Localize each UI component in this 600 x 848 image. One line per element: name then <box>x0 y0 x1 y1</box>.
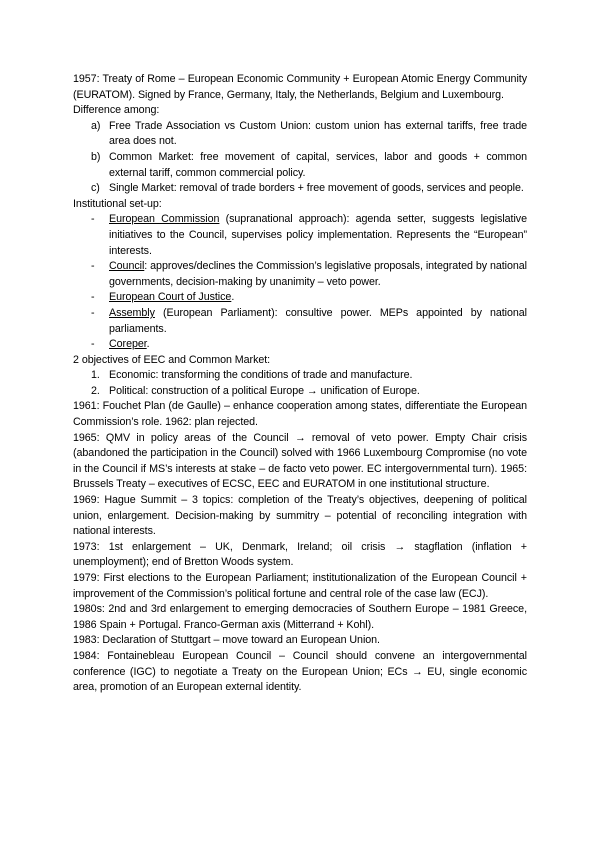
list-item <box>73 119 527 150</box>
list-marker: c) <box>91 182 100 195</box>
list-item <box>73 150 527 181</box>
list-item-text: Economic: transforming the conditions of trade and manufacture. <box>109 369 413 382</box>
list-item-text: Single Market: removal of trade borders + free movement of goods, services and people. <box>109 182 524 195</box>
list-item <box>73 368 527 384</box>
list-marker: - <box>91 306 95 319</box>
list-item <box>73 181 527 197</box>
difference-heading: Difference among: <box>73 104 160 117</box>
term-coreper: Coreper <box>109 338 147 351</box>
list-marker: - <box>91 260 95 273</box>
list-item-text: (European Parliament): consultive power. MEPs appointed by national parliaments. <box>109 306 527 335</box>
list-item-text: Common Market: free movement of capital, services, labor and goods + common external tariff, common commercial policy. <box>109 150 527 179</box>
list-item-text: (supranational approach): agenda setter, suggests legislative initiatives to the Council, supervises policy implementation. Represents the “European” interests. <box>109 213 527 257</box>
term-assembly: Assembly <box>109 306 155 319</box>
paragraph-1983: 1983: Declaration of Stuttgart – move toward an European Union. <box>73 634 380 647</box>
term-court-of-justice: European Court of Justice <box>109 291 232 304</box>
list-item-text: Free Trade Association vs Custom Union: custom union has external tariffs, free trade area does not. <box>109 119 527 148</box>
paragraph-1980s: 1980s: 2nd and 3rd enlargement to emerging democracies of Southern Europe – 1981 Greece, 1986 Spain + Portugal. Franco-German axis (Mitterrand + Kohl). <box>73 603 527 631</box>
paragraph-1969: 1969: Hague Summit – 3 topics: completion of the Treaty’s objectives, deepening of political union, enlargement. Decision-making by summitry – potential of reconciling integration with national interests. <box>73 494 527 538</box>
list-item <box>73 212 527 259</box>
paragraph-1979: 1979: First elections to the European Parliament; institutionalization of the European Council + improvement of the Commission’s political fortune and central role of the case law (ECJ). <box>73 572 527 600</box>
list-marker: a) <box>91 119 101 132</box>
institutional-list <box>73 212 527 352</box>
list-marker: - <box>91 338 95 351</box>
list-item <box>73 306 527 337</box>
list-item-text: Political: construction of a political Europe → unification of Europe. <box>109 384 420 397</box>
paragraph-1984: 1984: Fontainebleau European Council – Council should convene an intergovernmental conference (IGC) to negotiate a Treaty on the European Union; ECs → EU, single economic area, promotion of an European external identity. <box>73 649 527 694</box>
list-marker: 2. <box>91 384 100 397</box>
list-item <box>73 290 527 306</box>
paragraph-1961: 1961: Fouchet Plan (de Gaulle) – enhance cooperation among states, differentiate the European Commission’s role. 1962: plan rejected. <box>73 400 527 429</box>
term-council: Council <box>109 260 145 273</box>
list-marker: b) <box>91 150 101 163</box>
list-item <box>73 384 527 400</box>
list-marker: 1. <box>91 369 100 382</box>
list-item <box>73 337 527 353</box>
objectives-heading: 2 objectives of EEC and Common Market: <box>73 353 271 366</box>
list-marker: - <box>91 213 95 226</box>
institutional-heading: Institutional set-up: <box>73 197 162 210</box>
list-item-text: . <box>146 338 150 351</box>
objectives-list <box>73 368 527 399</box>
list-item-text: . <box>231 291 235 304</box>
paragraph-1957: 1957: Treaty of Rome – European Economic Community + European Atomic Energy Community (EURATOM). Signed by France, Germany, Italy, the Netherlands, Belgium and Luxembourg. <box>73 73 527 101</box>
list-item <box>73 259 527 290</box>
term-european-commission: European Commission <box>109 213 220 226</box>
list-marker: - <box>91 291 95 304</box>
paragraph-1965: 1965: QMV in policy areas of the Council → removal of veto power. Empty Chair crisis (abandoned the participation in the Council) solved with 1966 Luxembourg Compromise (no vote in the Council if MS’s interests at stake – de facto veto power. EC intergovernmental turn). 1965: Brussels Treaty – executives of ECSC, EEC and EURATOM in one institutional structure. <box>73 431 527 491</box>
difference-list <box>73 119 527 197</box>
list-item-text: : approves/declines the Commission’s legislative proposals, integrated by national governments, decision-making by unanimity – veto power. <box>109 260 527 288</box>
paragraph-1973: 1973: 1st enlargement – UK, Denmark, Ireland; oil crisis → stagflation (inflation + unemployment); end of Bretton Woods system. <box>73 540 527 569</box>
